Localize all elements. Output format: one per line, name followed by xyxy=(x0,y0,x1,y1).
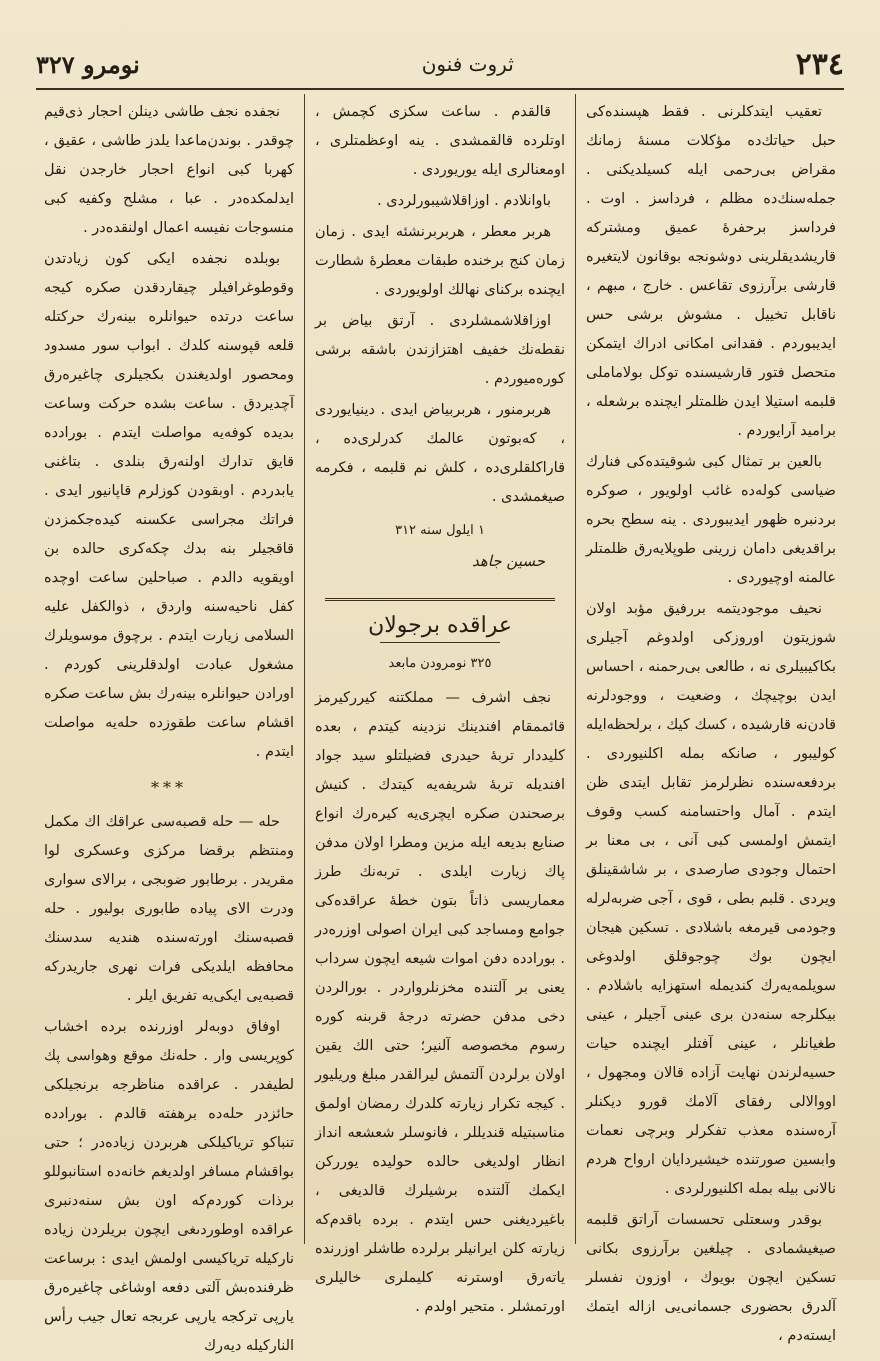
title-underline xyxy=(380,642,500,643)
page-header xyxy=(36,40,844,90)
paragraph: نحيف موجوديتمه بررفيق مؤبد اولان شوزيتون اوروزكى اولدوغم آجيلرى بكاكيبيلرى نه ، طالعى بى‌رحمنه ، احساس ايدن بوچيچك ، وضعيت ، ووجودلرنه قادن‌نه قارشيده ، كسك كيك ، برلحظه‌ايله كوليبور ، صانكه بمله اكلنيوردى . بردفعه‌سنده نظرلرمز تقابل ايتدى ظن ايتدم . آمال واحتسامنه كسب وقوف ايتمش اولمسى كبى آنى ، بى معنا بر احتمال وجودى صارصدى ، بر شاشقينلق ويردى . قلبم بطى ، قوى ، آجى ضربه‌لرله وجودمى قيرمغه باشلادى . تسكين هيجان ايچون بوك چوجوقلق اولدوغى سويلمه‌يه‌رك كنديمله استهزايه باشلادم . بيكلرجه سنه‌دن برى عينى آجيلر ، عينى طغيانلر ، عينى آفتلر ايچنده حيات حسيه‌لرندن نهايت آزاده قالان ومجهول ، اووالالى رفقاى آلامك قورو ديكنلر آره‌سنده معذب تفكرلر وبرچى نعمات وابسين صورتنده خيشيردايان ارواح هردم نالانى بيله بمله اكلنيورلردى . xyxy=(586,601,836,1197)
section-separator xyxy=(325,598,555,601)
paragraph: اوفاق دوبه‌لر اوزرنده برده اخشاب كوپريسى وار . حله‌نك موقع وهواسى پك لطيفدر . عراقده مناظرجه برنجيلكى حائزدر حله‌ده برهفته قالدم . بورادده تنباكو ترياكيلكى هربردن زياده‌در ؛ حتى بواقشام مسافر اولديغم خانه‌ده استانبوللو برذات كوردم‌كه اون بش سنه‌دنبرى عراقده اوطوردىغى ايچون بريلردن زياده ناركيله ترياكيسى اولمش ايدى : برساعت ظرفنده‌بش آلتى دفعه اوشاغى چاغيره‌رق يارپى تركجه يارپى عربجه تعال جيب رأس الناركيله ديه‌رك xyxy=(44,1019,295,1354)
paragraph: نجفده نجف طاشى دينلن احجار ذى‌قيم چوقدر . بوندن‌ماعدا يلدز طاشى ، عقيق ، كهربا كبى انواع احجار خارجدن نقل ايدلمكده‌در . عبا ، مشلح وكفيه كبى منسوجات نفيسه اعمال اولنقده‌در . xyxy=(44,104,295,236)
page-number: ٢٣٤ xyxy=(795,46,844,82)
paragraph: بوقدر وسعتلى تحسسات آراتق قلبمه صيغيشمادى . چيلغين برآرزوى بكانى تسكين ايچون بويوك ، اوزون نفسلر آلدرق بحضورى جسمانى‌يى ازاله ايتمك ايستەدم ، xyxy=(586,1212,836,1344)
section-stars: *** xyxy=(151,778,188,797)
paragraph: اوزاقلاشمشلردى . آرتق بياض بر نقطه‌نك خفيف اهتزازندن باشقه برشى كورەميوردم . xyxy=(315,313,566,387)
paragraph: حله — حله قصبه‌سى عراقك اك مكمل ومنتظم برقضا مركزى وعسكرى لوا مقريدر . برطابور ضوبجى ، برالاى سوارى ودرت الاى پياده طابورى بوليور . حله قصبه‌سنك اورته‌سنده هنديه سدسنك محافظه ايلديكى فرات نهرى جاريدركه قصبه‌يى ايكى‌يه تفريق ايلر . xyxy=(44,814,295,1004)
paragraph: هربر معطر ، هربربرنشئه ايدى . زمان زمان كنج برخنده طبقات معطرهٔ شطارت ايچنده بركناى نهالك اولويوردى . xyxy=(315,224,566,298)
journal-title: ثروت فنون xyxy=(421,52,514,76)
paragraph: قالقدم . ساعت سكزى كچمش ، اوتلرده قالقمشدى . ينه اوعظمتلرى ، اومعنالرى ايله يوريوردى . xyxy=(315,104,566,178)
author-signature: حسين جاهد xyxy=(472,552,546,570)
column-divider xyxy=(304,94,305,1244)
column-divider xyxy=(575,94,576,1244)
paragraph: هربرمنور ، هربربياض ايدى . دينيايوردى ، كه‌بوتون عالمك كدرلرى‌ده ، قاراكلقلرى‌ده ، كلش نم قلبمه ، فكرمه صيغمشدى . xyxy=(315,402,566,505)
text-columns xyxy=(36,94,844,1354)
article-date: ١ ايلول سنه ٣١٢ xyxy=(395,523,485,538)
paragraph: تعقيب ايتدكلرنى . فقط هپسنده‌كى حبل حياتك‌ده مؤكلات مسنهٔ زمانك مقراض بى‌رحمى ايله كسيلديكنى . جمله‌سنك‌ده مظلم ، فرداسز . اوت . فرداسز برحفرهٔ عميق ومشتركه قاريشديقلرينى دوشونجه بوقانون لايتغيره قارشى برآرزوى تقاعس . خارج ، مبهم ، ناقابل تخييل . مشوش برشى حس ايديبوردم . فقدانى امكانى ادراك ايتمكن متحصل فتور قارشيسنده توكل بولاماملى قلبمه استيلا ايدن ظلمتلر ايچنده برشعله ، برامید آرايوردم . xyxy=(586,104,836,439)
column-right xyxy=(578,94,844,1344)
issue-number: نومرو ٣٢٧ xyxy=(36,49,140,79)
paragraph: بالعين بر تمثال كبى شوقيتده‌كى فنارك ضياسى كوله‌ده غائب اولويور ، صوكره بردنبره ظهور ايديبوردى . ينه سطح بحره براقديغى دامان زرينى طوپلايه‌رق ظلمتلر عالمنه اوچيوردى . xyxy=(586,454,836,586)
paragraph: بوبلده نجفده ايكى كون زيادتدن وقوطوغرافيلر چيقاردقدن صكره كيجه ساعت درتده حيوانلره بينه‌رك حركتله قلعه قپوسنه كلدك . ابواب سور مسدود ومحصور اولديغندن بكجيلرى چاغيره‌رق آچديردق . ساعت بشده حركت وساعت بديده كوفه‌يه مواصلت ايتدم . بورادده قايق تدارك اولنه‌رق بنلدى . بتاغنى يابدردم . اوبقودن كوزلرم قاپانيور ايدى . فراتك مجراسى عكسنه كيده‌جكمزدن قاقجيلر بنه بدك چكه‌كرى حالده بن اويقويه دالدم . صباحلين ساعت اوچده كفل ناحيه‌سنه واردق ، ذوالكفل عليه السلامى زيارت ايتدم . برچوق موسويلرك مشغول عبادت اولدقلرينى كوردم . اورادن حيوانلره بينه‌رك بش ساعت صكره اقشام ساعت طقوزده حله‌يه مواصلت ايتدم . xyxy=(44,251,295,760)
paragraph: باوانلادم . اوزاقلاشيبورلردى . xyxy=(377,193,552,209)
article-title: عراقده برجولان xyxy=(368,613,512,638)
column-left xyxy=(36,94,302,1354)
column-middle xyxy=(307,94,573,1315)
paragraph: نجف اشرف — مملكتنه كيرركيرمز قائممقام افندينك نزدينه كيتدم ، بعده كليددار تربهٔ حيدرى فضيلتلو سيد جواد افنديله تربهٔ شريفه‌يه كيتدك . كنيش برصحندن صكره ايچرى‌يه كيره‌رك انواع صنايع بديعه ايله مزين ومطرا اولان مدفن پاك زيارت ايلدى . تربه‌نك طرز معماريسى ذاتاً بتون خطهٔ عراقده‌كى جوامع ومساجد كبى ايران اصولى اوزره‌در . بورادده دفن اموات شيعه ايچون سرداب يعنى بر آلتنده مخزنلروار‌در . بورالردن دخى مدفن حضرته درجهٔ قربنه كوره رسوم مخصوصه آلنير؛ حتى الك يقين اولان برلردن آلتمش ليرالقدر مبلغ وريليور . كيجه تكرار زيارته كلدرك رمضان اولمق مناسبتيله قنديللر ، فانوسلر شعشعه انداز انظار اولديغى حالده حوليده يوررکن ايكمك آلتنده برشيلرك قالديغى ، باغيرديغنى حس ايتدم . برده باقدم‌كه زيارته كلن ايرانيلر برلرده طاشلر اوزرنده ياتەرق اوسترنه كليملرى خاليلرى اورتمشلر . متحير اولدم . xyxy=(315,690,566,1315)
article-subtitle: ٣٢٥ نومرودن مابعد xyxy=(388,656,492,671)
